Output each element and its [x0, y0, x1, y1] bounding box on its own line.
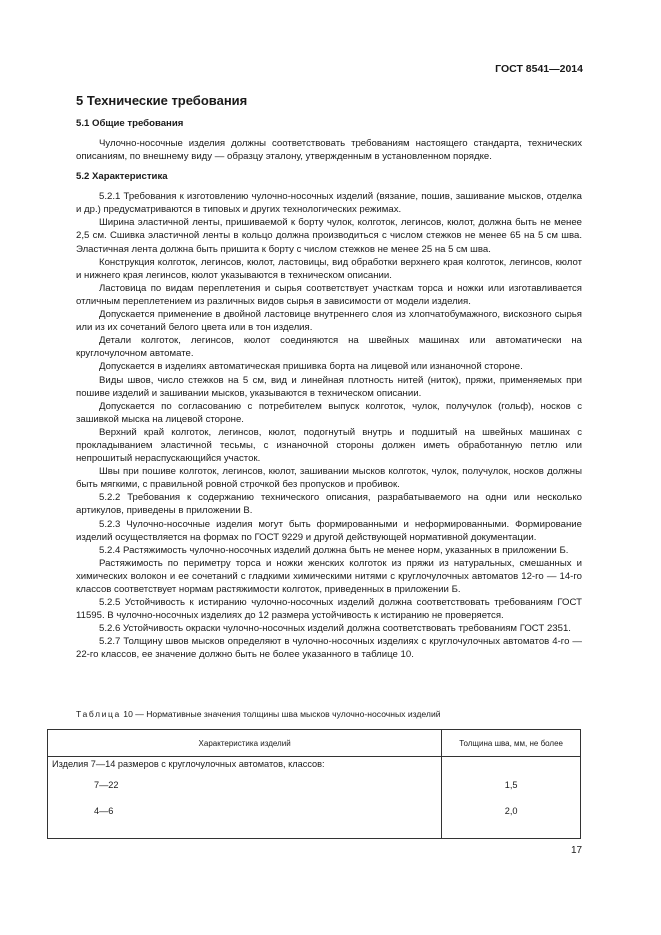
- document-id: ГОСТ 8541—2014: [495, 63, 583, 75]
- paragraph: Ластовица по видам переплетения и сырья соответствует участкам торса и ножки или изготавливается отличным переплетением из различных видов сырья в зависимости от модели изделия.: [76, 282, 582, 307]
- table-group-empty: [442, 757, 581, 772]
- paragraph: 5.2.6 Устойчивость окраски чулочно-носочных изделий должна соответствовать требованиям ГОСТ 2351.: [99, 623, 571, 635]
- paragraph: Допускается в изделиях автоматическая пришивка борта на лицевой или изнаночной стороне.: [99, 361, 523, 373]
- table-caption-text: 10 — Нормативные значения толщины шва мысков чулочно-носочных изделий: [120, 709, 441, 719]
- table-header-row: [48, 730, 581, 757]
- main-content: [76, 93, 582, 662]
- paragraph: Ширина эластичной ленты, пришиваемой к борту чулок, колготок, легинсов, кюлот, должна быть не менее 2,5 см. Сшивка эластичной ленты в кольцо должна производиться с числом стежков не менее 65 на 5 см шва. Эластичная лента должна быть пришита к борту с числом стежков не менее 25 на 5 см шва.: [76, 217, 582, 255]
- paragraph: Конструкция колготок, легинсов, кюлот, ластовицы, вид обработки верхнего края колготок, легинсов, кюлот и нижнего края легинсов, кюлот указываются в техническом описании.: [76, 256, 582, 281]
- table-group-label: Изделия 7—14 размеров с круглочулочных автоматов, классов:: [48, 757, 442, 772]
- paragraph: Детали колготок, легинсов, кюлот соединяются на швейных машинах или автоматически на круглочулочном автомате.: [76, 335, 582, 360]
- section-title: 5 Технические требования: [76, 93, 248, 108]
- subsection-title-characteristics: 5.2 Характеристика: [76, 171, 168, 183]
- paragraph: Допускается по согласованию с потребителем выпуск колготок, чулок, получулок (гольф), носков с зашивкой мыска на лицевой стороне.: [76, 400, 582, 425]
- seam-thickness-table: [47, 729, 581, 839]
- table-group-row: [48, 757, 581, 772]
- paragraph: Верхний край колготок, легинсов, кюлот, подогнутый внутрь и подшитый на швейных машинах с прокладыванием эластичной тесьмы, с изнаночной стороны должен иметь обработанную петлю или непрошитый нераспускающийся участок.: [76, 426, 582, 465]
- table-caption-lead: Таблица: [76, 709, 121, 719]
- paragraph: 5.2.7 Толщину швов мысков определяют в чулочно-носочных изделиях с круглочулочных автоматов 4-го — 22-го классов, ее значение должно быть не более указанного в таблице 10.: [76, 636, 582, 661]
- subsection-title-general: 5.1 Общие требования: [76, 118, 184, 129]
- paragraph: Виды швов, число стежков на 5 см, вид и линейная плотность нитей (ниток), пряжи, применяемых при пошиве изделий и зашивании мысков, указываются в техническом описании.: [76, 374, 582, 399]
- paragraph: 5.2.2 Требования к содержанию технического описания, разрабатываемого на одни или несколько артикулов, приведены в приложении В.: [76, 492, 582, 517]
- page-number: 17: [571, 845, 583, 856]
- table-cell-class: 7—22: [48, 771, 442, 798]
- column-header-thickness: Толщина шва, мм, не более: [442, 730, 581, 757]
- paragraph-general: Чулочно-носочные изделия должны соответствовать требованиям настоящего стандарта, технических описаниям, по внешнему виду — образцу эталону, утвержденным в установленном порядке.: [76, 138, 582, 163]
- paragraph: 5.2.5 Устойчивость к истиранию чулочно-носочных изделий должна соответствовать требованиям ГОСТ 11595. В чулочно-носочных изделиях до 12 размера устойчивость к истиранию не проверяется.: [76, 597, 582, 622]
- paragraph: Допускается применение в двойной ластовице внутреннего слоя из хлопчатобумажного, вискозного сырья или из их сочетаний белого цвета или в тон изделия.: [76, 309, 582, 334]
- table-row: [48, 798, 581, 839]
- table-cell-class: 4—6: [48, 798, 442, 839]
- paragraph: Растяжимость по периметру торса и ножки женских колготок из пряжи из натуральных, смешанных и химических волокон и ее сочетаний с гладкими химическими нитями с круглочулочных автоматов 12-го — 14-го классов соответствует нормам растяжимости колготок, приведенных в приложении Б.: [76, 557, 582, 595]
- table-cell-thickness: 2,0: [442, 798, 581, 839]
- paragraph: Швы при пошиве колготок, легинсов, кюлот, зашивании мысков колготок, чулок, получулок, носков должны быть мягкими, с правильной ровной строчкой без пропусков и пробивок.: [76, 466, 582, 491]
- table-row: [48, 771, 581, 798]
- paragraph: 5.2.3 Чулочно-носочные изделия могут быть формированными и неформированными. Формирование изделий осуществляется на формах по ГОСТ 9229 и другой действующей нормативной документации.: [76, 518, 582, 543]
- paragraph: 5.2.4 Растяжимость чулочно-носочных изделий должна быть не менее норм, указанных в приложении Б.: [99, 544, 569, 556]
- paragraph: 5.2.1 Требования к изготовлению чулочно-носочных изделий (вязание, пошив, зашивание мысков, отделка и др.) предусматриваются в типовых и других технологических режимах.: [76, 191, 582, 216]
- column-header-characteristic: Характеристика изделий: [48, 730, 442, 757]
- table-caption: [76, 708, 441, 720]
- table-cell-thickness: 1,5: [442, 771, 581, 798]
